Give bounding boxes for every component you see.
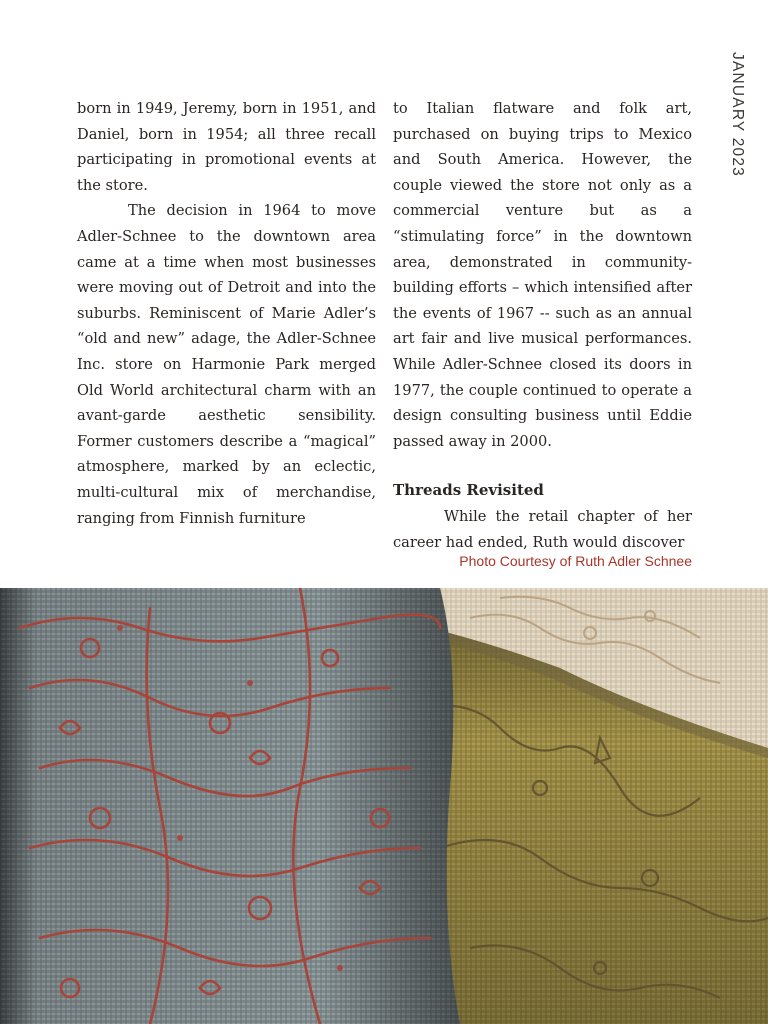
- article-paragraph: to Italian flatware and folk art, purchased on buying trips to Mexico and South America. However, the couple viewed the store not only as a commercial venture but as a “stimulating force” in the downtown area, demonstrated in community-building efforts – which intensified after the events of 1967 -- such as an annual art fair and live musical performances. While Adler-Schnee closed its doors in 1977, the couple continued to operate a design consulting business until Eddie passed away in 2000.: [393, 100, 692, 450]
- textile-photo: [0, 588, 768, 1024]
- article-paragraph: While the retail chapter of her career had ended, Ruth would discover: [393, 507, 692, 551]
- photo-caption: Photo Courtesy of Ruth Adler Schnee: [459, 553, 692, 569]
- article-column-left: [77, 96, 376, 531]
- issue-date-label: JANUARY 2023: [729, 52, 746, 177]
- section-subheading: Threads Revisited: [393, 481, 544, 500]
- article-paragraph: The decision in 1964 to move Adler-Schnee to the downtown area came at a time when most businesses were moving out of Detroit and into the suburbs. Reminiscent of Marie Adler’s “old and new” adage, the Adler-Schnee Inc. store on Harmonie Park merged Old World architectural charm with an avant-garde aesthetic sensibility. Former customers describe a “magical” atmosphere, marked by an eclectic, multi-cultural mix of merchandise, ranging from Finnish furniture: [77, 202, 376, 527]
- article-paragraph: born in 1949, Jeremy, born in 1951, and Daniel, born in 1954; all three recall participating in promotional events at the store.: [77, 100, 376, 194]
- article-column-right: [393, 96, 692, 555]
